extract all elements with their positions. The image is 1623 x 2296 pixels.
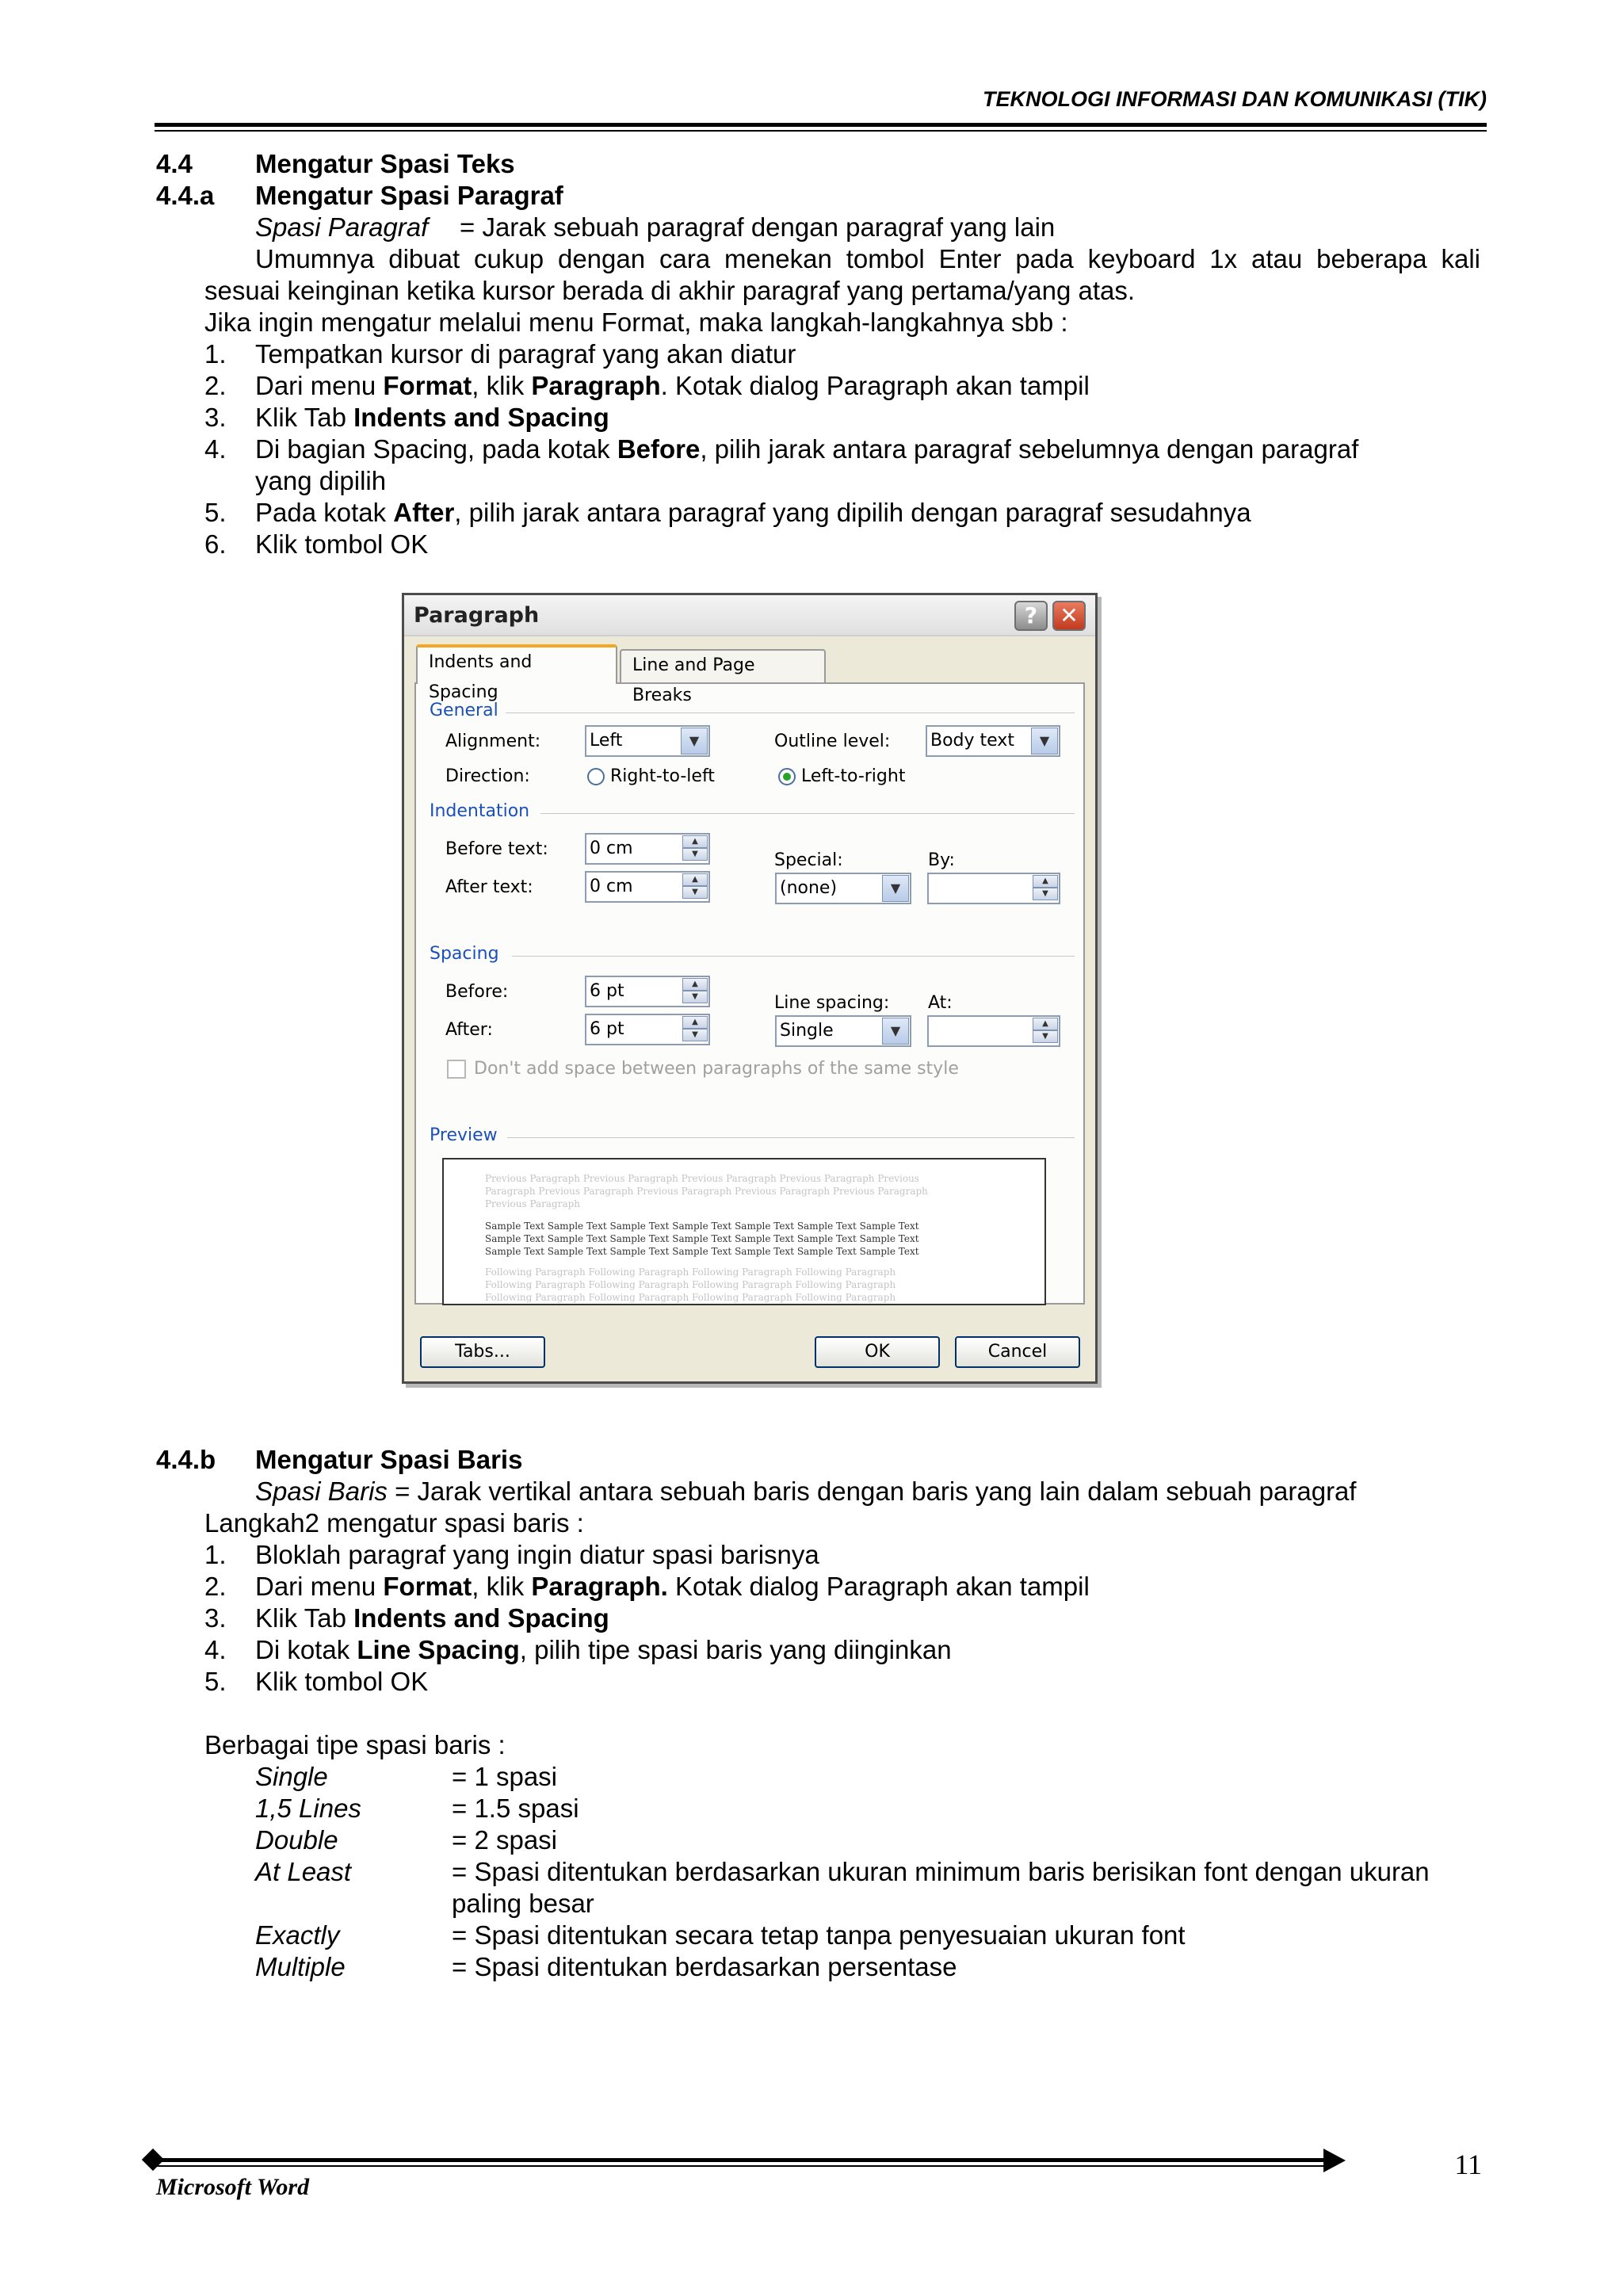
type-desc: = 1 spasi	[452, 1762, 557, 1791]
spinner[interactable]	[682, 873, 708, 900]
special-select[interactable]	[775, 873, 911, 904]
definition-term: Spasi Paragraf	[255, 212, 429, 242]
step-text: Tempatkan kursor di paragraf yang akan diatur	[255, 339, 796, 369]
spinner[interactable]	[682, 835, 708, 862]
subsection-title: Mengatur Spasi Baris	[255, 1445, 523, 1474]
section-divider	[540, 813, 1075, 814]
type-desc: = Spasi ditentukan berdasarkan ukuran minimum baris berisikan font dengan ukuran	[452, 1857, 1430, 1886]
help-icon[interactable]: ?	[1014, 601, 1048, 631]
by-input[interactable]	[927, 873, 1060, 904]
ltr-radio[interactable]	[778, 768, 796, 785]
ok-button[interactable]: OK	[815, 1336, 940, 1368]
types-intro: Berbagai tipe spasi baris :	[204, 1730, 506, 1759]
spin-down-icon[interactable]: ▼	[682, 848, 708, 861]
footer-rule	[155, 2158, 1327, 2162]
definition-text: = Jarak sebuah paragraf dengan paragraf yang lain	[460, 212, 1056, 242]
special-value: (none)	[780, 878, 838, 898]
step-text: Bloklah paragraf yang ingin diatur spasi barisnya	[255, 1540, 819, 1569]
subsection-number: 4.4.b	[156, 1445, 216, 1474]
subsection-number: 4.4.a	[156, 181, 215, 210]
steps-intro: Langkah2 mengatur spasi baris :	[204, 1508, 584, 1538]
special-label: Special:	[774, 850, 843, 870]
type-desc: = Spasi ditentukan berdasarkan persentase	[452, 1952, 957, 1981]
spin-up-icon[interactable]: ▲	[682, 873, 708, 886]
page-number: 11	[1454, 2149, 1482, 2180]
step-number: 6.	[204, 529, 227, 559]
step-number: 2.	[204, 371, 227, 400]
step-text-continued: yang dipilih	[255, 466, 387, 495]
step-text: Klik Tab Indents and Spacing	[255, 403, 609, 432]
step-number: 5.	[204, 498, 227, 527]
spin-up-icon[interactable]: ▲	[682, 1016, 708, 1029]
rtl-label: Right-to-left	[610, 766, 715, 786]
line-spacing-select[interactable]	[775, 1015, 911, 1047]
chevron-down-icon: ▼	[681, 728, 708, 755]
step-text: Klik tombol OK	[255, 529, 429, 559]
type-term: Double	[255, 1825, 338, 1855]
by-label: By:	[928, 850, 955, 870]
step-number: 4.	[204, 1635, 227, 1664]
before-text-input[interactable]	[585, 833, 710, 865]
tab-line-and-page-breaks[interactable]: Line and Page Breaks	[620, 649, 826, 682]
spinner[interactable]	[1033, 875, 1058, 902]
preview-sample-line: Sample Text Sample Text Sample Text Sample Text Sample Text Sample Text Sample Text	[485, 1246, 919, 1257]
preview-following-line: Following Paragraph Following Paragraph Following Paragraph Following Paragraph	[485, 1292, 896, 1303]
direction-label: Direction:	[445, 766, 530, 786]
line-spacing-label: Line spacing:	[774, 993, 890, 1013]
definition-line: Spasi Baris = Jarak vertikal antara sebuah baris dengan baris yang lain dalam sebuah paragraf	[255, 1477, 1357, 1506]
type-desc: = 2 spasi	[452, 1825, 557, 1855]
step-number: 3.	[204, 403, 227, 432]
step-text: Dari menu Format, klik Paragraph. Kotak dialog Paragraph akan tampil	[255, 371, 1090, 400]
type-term: 1,5 Lines	[255, 1794, 361, 1823]
step-text: Klik tombol OK	[255, 1667, 429, 1696]
before-text-value: 0 cm	[590, 839, 633, 858]
section-title: Mengatur Spasi Teks	[255, 149, 515, 178]
spacing-before-input[interactable]	[585, 976, 710, 1007]
spacing-after-input[interactable]	[585, 1014, 710, 1045]
spacing-after-label: After:	[445, 1020, 493, 1040]
step-number: 5.	[204, 1667, 227, 1696]
step-text: Klik Tab Indents and Spacing	[255, 1603, 609, 1633]
preview-previous-line: Previous Paragraph	[485, 1198, 581, 1209]
step-number: 4.	[204, 434, 227, 464]
header-rule-thin	[155, 130, 1487, 132]
preview-sample-line: Sample Text Sample Text Sample Text Sample Text Sample Text Sample Text Sample Text	[485, 1233, 919, 1244]
section-general: General	[430, 701, 498, 720]
spin-down-icon[interactable]: ▼	[682, 1029, 708, 1041]
section-preview: Preview	[430, 1125, 498, 1145]
cancel-button[interactable]: Cancel	[955, 1336, 1080, 1368]
footer-rule-thin	[155, 2165, 1327, 2167]
dialog-titlebar	[404, 595, 1095, 636]
spinner[interactable]	[682, 1016, 708, 1043]
section-number: 4.4	[156, 149, 193, 178]
spin-up-icon[interactable]: ▲	[682, 978, 708, 991]
step-text: Pada kotak After, pilih jarak antara paragraf yang dipilih dengan paragraf sesudahnya	[255, 498, 1251, 527]
type-desc: = Spasi ditentukan secara tetap tanpa penyesuaian ukuran font	[452, 1920, 1186, 1950]
spin-down-icon[interactable]: ▼	[1033, 888, 1058, 900]
spin-down-icon[interactable]: ▼	[1033, 1030, 1058, 1043]
ltr-label: Left-to-right	[801, 766, 906, 786]
running-header: TEKNOLOGI INFORMASI DAN KOMUNIKASI (TIK)	[983, 87, 1487, 111]
at-label: At:	[928, 993, 953, 1013]
paragraph-line: Umumnya dibuat cukup dengan cara menekan tombol Enter pada keyboard 1x atau beberapa kali	[255, 244, 1480, 273]
header-rule	[155, 123, 1487, 127]
preview-sample-line: Sample Text Sample Text Sample Text Sample Text Sample Text Sample Text Sample Text	[485, 1221, 919, 1232]
steps-intro: Jika ingin mengatur melalui menu Format, maka langkah-langkahnya sbb :	[204, 308, 1068, 337]
type-desc: = 1.5 spasi	[452, 1794, 579, 1823]
preview-following-line: Following Paragraph Following Paragraph Following Paragraph Following Paragraph	[485, 1279, 896, 1290]
preview-box	[442, 1158, 1046, 1305]
paragraph-line: sesuai keinginan ketika kursor berada di akhir paragraf yang pertama/yang atas.	[204, 276, 1136, 305]
at-input[interactable]	[927, 1015, 1060, 1047]
type-term: Exactly	[255, 1920, 340, 1950]
chevron-down-icon: ▼	[1031, 728, 1058, 755]
outline-level-value: Body text	[930, 731, 1014, 751]
section-divider	[507, 1137, 1075, 1138]
step-number: 2.	[204, 1572, 227, 1601]
dont-add-space-label: Don't add space between paragraphs of the same style	[474, 1059, 959, 1079]
step-text: Di bagian Spacing, pada kotak Before, pilih jarak antara paragraf sebelumnya dengan paragraf	[255, 434, 1359, 464]
alignment-label: Alignment:	[445, 732, 541, 751]
preview-previous-line: Paragraph Previous Paragraph Previous Paragraph Previous Paragraph Previous Paragraph	[485, 1186, 928, 1197]
after-text-label: After text:	[445, 877, 533, 897]
alignment-value: Left	[590, 731, 623, 751]
chevron-down-icon: ▼	[882, 1018, 909, 1045]
spin-down-icon[interactable]: ▼	[682, 991, 708, 1003]
chevron-down-icon: ▼	[882, 875, 909, 902]
spin-down-icon[interactable]: ▼	[682, 886, 708, 899]
outline-level-select[interactable]	[926, 725, 1060, 757]
dont-add-space-checkbox[interactable]	[447, 1060, 466, 1079]
spinner[interactable]	[682, 978, 708, 1005]
preview-following-line: Following Paragraph Following Paragraph Following Paragraph Following Paragraph	[485, 1266, 896, 1278]
arrow-right-icon	[1323, 2149, 1346, 2172]
section-divider	[512, 956, 1075, 957]
spinner[interactable]	[1033, 1018, 1058, 1045]
step-number: 1.	[204, 339, 227, 369]
spacing-before-value: 6 pt	[590, 981, 624, 1001]
spacing-after-value: 6 pt	[590, 1019, 624, 1039]
after-text-value: 0 cm	[590, 877, 633, 896]
paragraph-dialog	[402, 593, 1098, 1384]
tabs-button[interactable]: Tabs...	[420, 1336, 545, 1368]
outline-level-label: Outline level:	[774, 732, 891, 751]
preview-previous-line: Previous Paragraph Previous Paragraph Previous Paragraph Previous Paragraph Previous	[485, 1173, 919, 1184]
type-term: Multiple	[255, 1952, 346, 1981]
spacing-before-label: Before:	[445, 982, 509, 1002]
close-icon[interactable]: ✕	[1052, 601, 1086, 631]
line-spacing-value: Single	[780, 1021, 834, 1041]
tab-indents-and-spacing[interactable]: Indents and Spacing	[416, 644, 617, 684]
section-indentation: Indentation	[430, 801, 530, 821]
subsection-title: Mengatur Spasi Paragraf	[255, 181, 563, 210]
section-divider	[506, 712, 1075, 713]
step-text: Dari menu Format, klik Paragraph. Kotak dialog Paragraph akan tampil	[255, 1572, 1090, 1601]
dialog-title: Paragraph	[414, 603, 540, 628]
spin-up-icon[interactable]: ▲	[1033, 875, 1058, 888]
section-spacing: Spacing	[430, 944, 499, 964]
type-desc-continued: paling besar	[452, 1889, 594, 1918]
alignment-select[interactable]	[585, 725, 710, 757]
rtl-radio[interactable]	[587, 768, 605, 785]
diamond-icon	[142, 2149, 164, 2171]
footer-label: Microsoft Word	[156, 2174, 310, 2200]
after-text-input[interactable]	[585, 871, 710, 903]
step-number: 1.	[204, 1540, 227, 1569]
before-text-label: Before text:	[445, 839, 548, 859]
spin-up-icon[interactable]: ▲	[1033, 1018, 1058, 1030]
spin-up-icon[interactable]: ▲	[682, 835, 708, 848]
type-term: At Least	[255, 1857, 352, 1886]
type-term: Single	[255, 1762, 328, 1791]
step-text: Di kotak Line Spacing, pilih tipe spasi baris yang diinginkan	[255, 1635, 952, 1664]
step-number: 3.	[204, 1603, 227, 1633]
